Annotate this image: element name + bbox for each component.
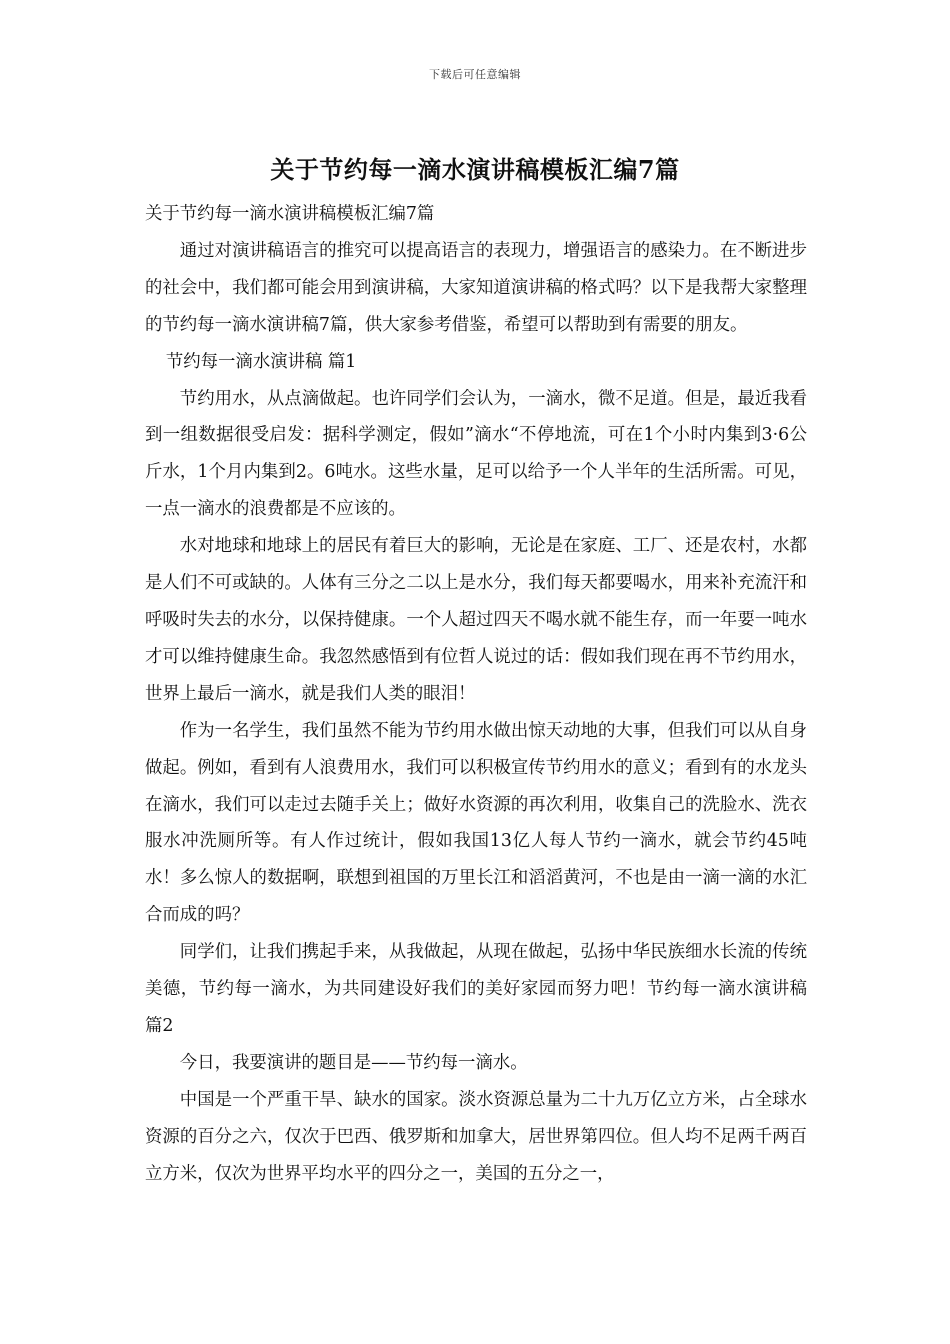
paragraph: 今日，我要演讲的题目是——节约每一滴水。 [179, 1052, 528, 1073]
paragraph: 同学们，让我们携起手来，从我做起，从现在做起，弘扬中华民族细水长流的传统美德，节约每一滴水，为共同建设好我们的美好家园而努力吧！节约每一滴水演讲稿 篇2 [145, 942, 807, 1036]
paragraph: 通过对演讲稿语言的推究可以提高语言的表现力，增强语言的感染力。在不断进步的社会中，我们都可能会用到演讲稿，大家知道演讲稿的格式吗？以下是我帮大家整理的节约每一滴水演讲稿7篇，供大家参考借鉴，希望可以帮助到有需要的朋友。 [145, 240, 807, 335]
document-subtitle: 关于节约每一滴水演讲稿模板汇编7篇 [145, 204, 435, 224]
document-body [145, 196, 807, 1192]
section-heading: 节约每一滴水演讲稿 篇1 [165, 351, 357, 372]
paragraph: 作为一名学生，我们虽然不能为节约用水做出惊天动地的大事，但我们可以从自身做起。例如，看到有人浪费用水，我们可以积极宣传节约用水的意义；看到有的水龙头在滴水，我们可以走过去随手关上；做好水资源的再次利用，收集自己的洗脸水、洗衣服水冲洗厕所等。有人作过统计，假如我国13亿人每人节约一滴水，就会节约45吨水！多么惊人的数据啊，联想到祖国的万里长江和滔滔黄河，不也是由一滴一滴的水汇合而成的吗？ [145, 720, 807, 926]
paragraph: 水对地球和地球上的居民有着巨大的影响，无论是在家庭、工厂、还是农村，水都是人们不可或缺的。人体有三分之二以上是水分，我们每天都要喝水，用来补充流汗和呼吸时失去的水分，以保持健康。一个人超过四天不喝水就不能生存，而一年要一吨水才可以维持健康生命。我忽然感悟到有位哲人说过的话：假如我们现在再不节约用水，世界上最后一滴水，就是我们人类的眼泪！ [145, 536, 807, 704]
document-title: 关于节约每一滴水演讲稿模板汇编7篇 [270, 155, 680, 184]
header-note: 下载后可任意编辑 [429, 68, 521, 81]
paragraph: 中国是一个严重干旱、缺水的国家。淡水资源总量为二十九万亿立方米，占全球水资源的百分之六，仅次于巴西、俄罗斯和加拿大，居世界第四位。但人均不足两千两百立方米，仅次为世界平均水平的四分之一，美国的五分之一， [145, 1089, 807, 1184]
paragraph: 节约用水，从点滴做起。也许同学们会认为，一滴水，微不足道。但是，最近我看到一组数据很受启发：据科学测定，假如”滴水“不停地流，可在1个小时内集到3·6公斤水，1个月内集到2。6吨水。这些水量，足可以给予一个人半年的生活所需。可见，一点一滴水的浪费都是不应该的。 [145, 388, 807, 520]
